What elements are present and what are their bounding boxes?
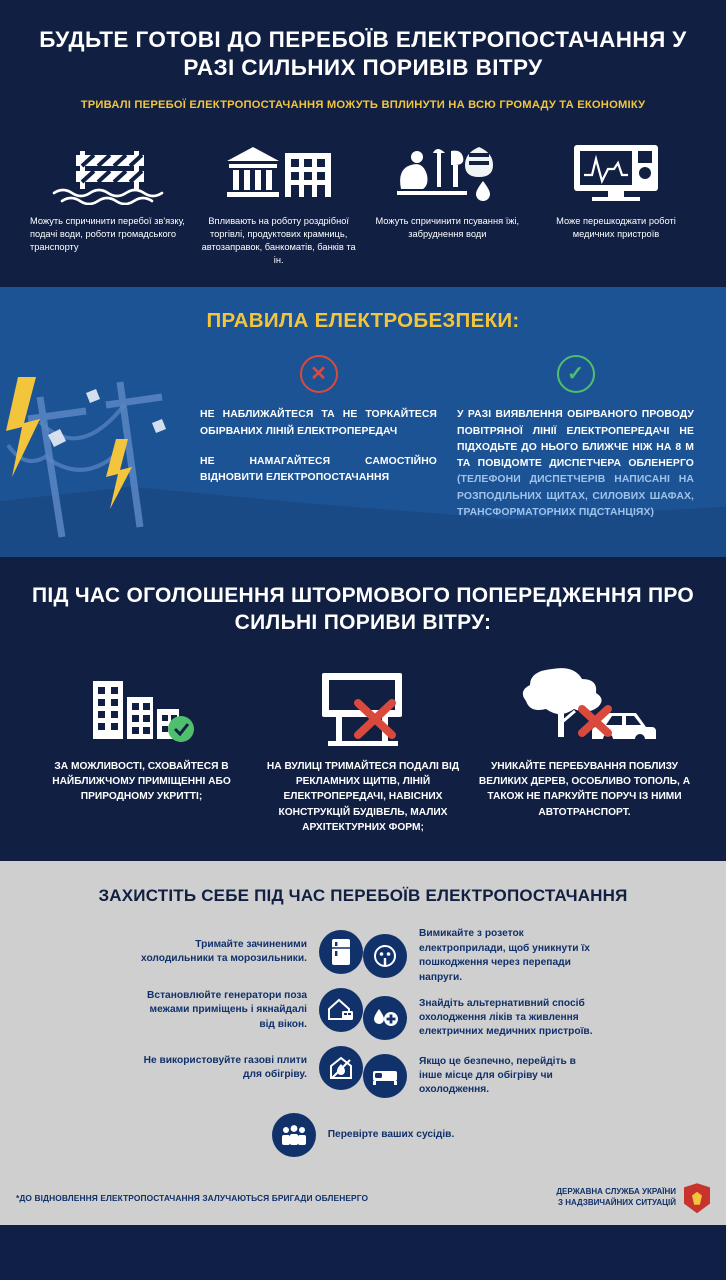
protect-item-text: Перевірте ваших сусідів. [327,1128,455,1140]
protect-grid [24,927,702,1109]
protect-item [24,1043,363,1093]
dsns-text [556,1187,676,1209]
unplug-socket-icon [363,934,407,978]
neighbours-icon [272,1113,316,1157]
storm-item-caption: ЗА МОЖЛИВОСТІ, СХОВАЙТЕСЯ В НАЙБЛИЖЧОМУ ПРИМІЩЕННІ АБО ПРИРОДНОМУ УКРИТТІ; [52,760,231,803]
page-footer [0,1175,726,1225]
protect-item [363,993,702,1043]
protect-item [363,1051,702,1101]
generator-outside-house-icon [319,988,363,1032]
section-power-outage-intro [0,0,726,287]
footer-note: *ДО ВІДНОВЛЕННЯ ЕЛЕКТРОПОСТАЧАННЯ ЗАЛУЧАЮТЬСЯ БРИГАДИ ОБЛЕНЕРГО [16,1193,369,1204]
rule-text: НЕ НАМАГАЙТЕСЯ САМОСТІЙНО ВІДНОВИТИ ЕЛЕКТРОПОСТАЧАННЯ [200,455,437,484]
storm-item [256,661,471,835]
intro-item-caption: Може перешкоджати роботі медичних пристроїв [556,215,676,239]
food-water-contamination-icon [387,137,507,205]
buildings-shelter-check-icon [77,661,207,747]
rule-text: У РАЗІ ВИЯВЛЕННЯ ОБІРВАНОГО ПРОВОДУ ПОВІТРЯНОЇ ЛІНІЇ ЕЛЕКТРОПЕРЕДАЧІ НЕ ПІДХОДЬТЕ ДО НЬОГО БЛИЖЧЕ НІЖ НА 8 М ТА ПОВІДОМТЕ ДИСПЕТЧЕРА ОБЛЕНЕРГО [457,409,694,470]
protect-item-text: Тримайте зачиненими холодильники та морозильники. [141,938,307,965]
bank-buildings-icon [219,137,339,205]
protect-item-text: Вимикайте з розеток електроприлади, щоб уникнути їх пошкодження через перепади напруги. [419,928,590,983]
intro-item-caption: Можуть спричинити перебої зв'язку, подачі води, роботи громадського транспорту [30,215,185,253]
storm-item [34,661,249,835]
rule-text-secondary: (ТЕЛЕФОНИ ДИСПЕТЧЕРІВ НАПИСАНІ НА РОЗПОДІЛЬНИХ ЩИТАХ, СИЛОВИХ ШАФАХ, ТРАНСФОРМАТОРНИХ ПІДСТАНЦІЯХ) [457,474,694,518]
medical-monitor-icon [556,137,676,205]
rules-column-prohibited [190,355,447,521]
intro-icon-row [24,137,702,268]
storm-title: ПІД ЧАС ОГОЛОШЕННЯ ШТОРМОВОГО ПОПЕРЕДЖЕННЯ ПРО СИЛЬНІ ПОРИВИ ВІТРУ: [31,583,695,634]
protect-item-neighbours [24,1113,702,1157]
relocate-bed-icon [363,1054,407,1098]
storm-icon-row [22,661,704,835]
intro-item-caption: Можуть спричинити псування їжі, забруднення води [375,215,520,239]
storm-item-caption: НА ВУЛИЦІ ТРИМАЙТЕСЯ ПОДАЛІ ВІД РЕКЛАМНИХ ЩИТІВ, ЛІНІЙ ЕЛЕКТРОПЕРЕДАЧІ, НАВІСНИХ КОНСТРУКЦІЙ БУДІВЕЛЬ, МАЛИХ АРХІТЕКТУРНИХ ФОРМ; [266,760,460,833]
protect-column-right [363,927,702,1109]
intro-subtitle: ТРИВАЛІ ПЕРЕБОЇ ЕЛЕКТРОПОСТАЧАННЯ МОЖУТЬ ВПЛИНУТИ НА ВСЮ ГРОМАДУ ТА ЕКОНОМІКУ [80,98,646,111]
rule-text-wrapper [457,407,694,521]
gas-stove-no-heating-icon [319,1046,363,1090]
rules-column-recommended [447,355,704,521]
intro-item [367,137,527,268]
protect-item-text: Якщо це безпечно, перейдіть в інше місце для обігріву чи охолодження. [419,1055,576,1096]
protect-item-text: Встановлюйте генератори поза межами приміщень і якнайдалі від вікон. [147,989,307,1030]
intro-item [199,137,359,268]
protect-item-text: Знайдіть альтернативний спосіб охолодження ліків та живлення електричних медичних пристроїв. [419,997,593,1038]
rules-columns [0,355,726,521]
protect-item [24,927,363,977]
medicine-cooling-icon [363,996,407,1040]
section-protect-yourself [0,861,726,1175]
road-barrier-flood-icon [50,137,170,205]
check-mark-icon: ✓ [557,355,595,393]
intro-item [30,137,190,268]
dsns-emblem-icon [684,1183,710,1213]
dsns-line2: З НАДЗВИЧАЙНИХ СИТУАЦІЙ [557,1198,676,1208]
intro-item [536,137,696,268]
dsns-line1: ДЕРЖАВНА СЛУЖБА УКРАЇНИ [556,1187,676,1197]
billboard-cross-icon [298,661,428,747]
dsns-branding [556,1183,710,1213]
section-storm-warning [0,557,726,861]
storm-item-caption: УНИКАЙТЕ ПЕРЕБУВАННЯ ПОБЛИЗУ ВЕЛИКИХ ДЕРЕВ, ОСОБЛИВО ТОПОЛЬ, А ТАКОЖ НЕ ПАРКУЙТЕ ПОРУЧ ІЗ НИМИ АВТОТРАНСПОРТ. [478,760,691,818]
rule-text: НЕ НАБЛИЖАЙТЕСЯ ТА НЕ ТОРКАЙТЕСЯ ОБІРВАНИХ ЛІНІЙ ЕЛЕКТРОПЕРЕДАЧ [200,409,437,437]
protect-item-text: Не використовуйте газові плити для обігріву. [143,1054,307,1081]
storm-item [477,661,692,835]
rules-title: ПРАВИЛА ЕЛЕКТРОБЕЗПЕКИ: [206,309,520,333]
protect-item [363,927,702,985]
section-electrical-safety-rules [0,287,726,557]
protect-column-left [24,927,363,1109]
tree-car-cross-icon [510,661,660,747]
intro-item-caption: Впливають на роботу роздрібної торгівлі, продуктових крамниць, автозаправок, банкоматів, банків та ін. [201,215,356,266]
protect-item [24,985,363,1035]
protect-title: ЗАХИСТІТЬ СЕБЕ ПІД ЧАС ПЕРЕБОЇВ ЕЛЕКТРОПОСТАЧАННЯ [98,886,628,906]
fridge-icon [319,930,363,974]
page-title: БУДЬТЕ ГОТОВІ ДО ПЕРЕБОЇВ ЕЛЕКТРОПОСТАЧАННЯ У РАЗІ СИЛЬНИХ ПОРИВІВ ВІТРУ [39,27,687,81]
cross-mark-icon: ✕ [300,355,338,393]
